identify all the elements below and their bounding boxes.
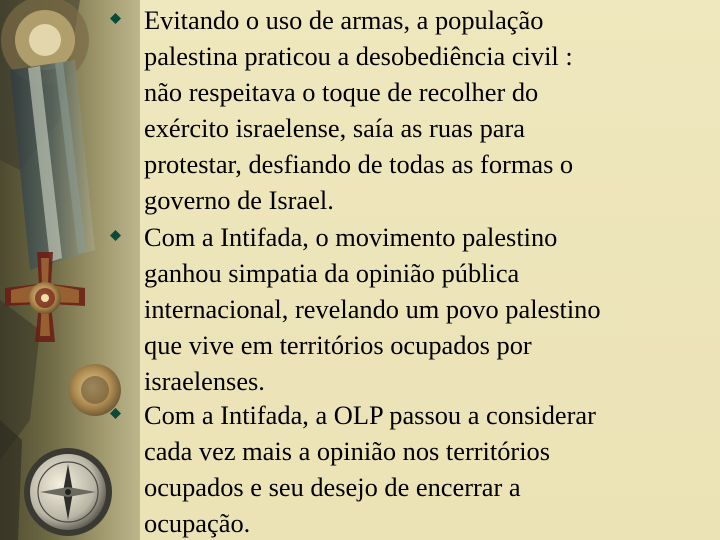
diamond-bullet-icon xyxy=(110,230,121,241)
bullet-item-1 xyxy=(110,2,710,218)
bullet-item-2 xyxy=(110,219,710,399)
bullet-text-1: Evitando o uso de armas, a população palestina praticou a desobediência civil : não respeitava o toque de recolher do exército israelense, saía as ruas para protestar, desfiando de todas as formas o governo de Israel. xyxy=(144,5,574,215)
bullet-text-2: Com a Intifada, o movimento palestino ganhou simpatia da opinião pública internacional, revelando um povo palestino que vive em territórios ocupados por israelenses. xyxy=(144,222,601,396)
diamond-bullet-icon xyxy=(110,408,121,419)
bullet-text-3: Com a Intifada, a OLP passou a considerar cada vez mais a opinião nos territórios ocupados e seu desejo de encerrar a ocupação. xyxy=(144,400,596,538)
diamond-bullet-icon xyxy=(110,13,121,24)
bullet-item-3 xyxy=(110,397,710,540)
